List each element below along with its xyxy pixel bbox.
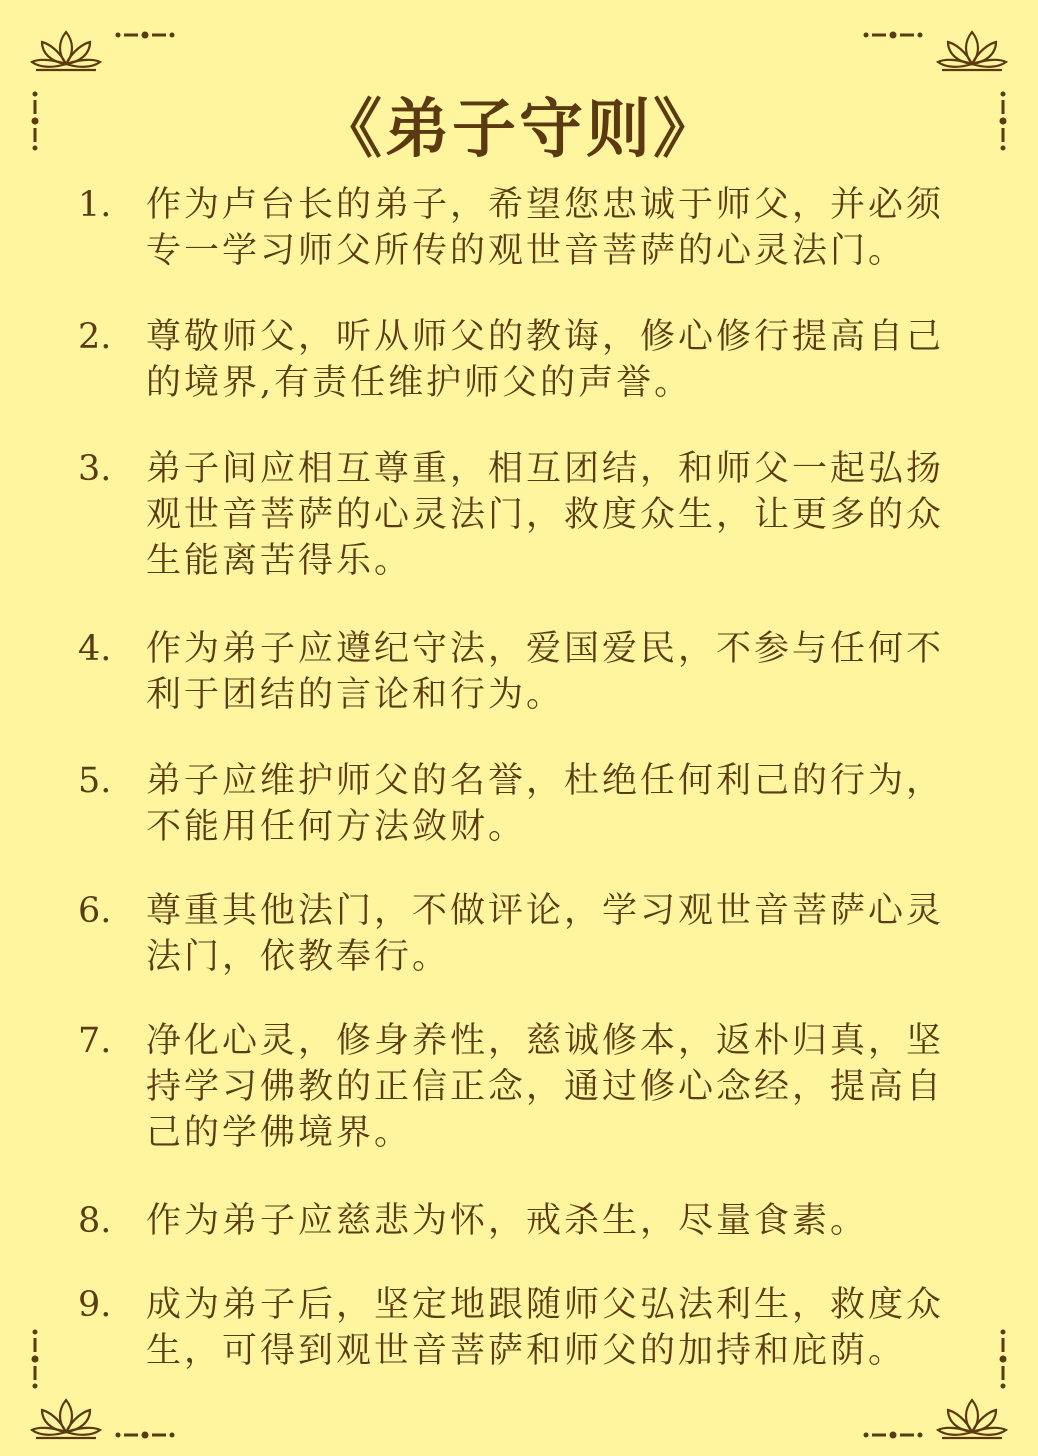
- dotted-ornament-icon: [30, 1328, 40, 1390]
- item-text: 尊敬师父，听从师父的教诲，修心修行提高自己的境界,有责任维护师父的声誉。: [146, 317, 945, 403]
- page-title: 《弟子守则》: [318, 93, 720, 167]
- item-number: 7.: [78, 1021, 112, 1061]
- item-text: 成为弟子后，坚定地跟随师父弘法利生，救度众生，可得到观世音菩萨和师父的加持和庇荫。: [146, 1285, 945, 1371]
- item-text: 作为卢台长的弟子，希望您忠诚于师父，并必须专一学习师父所传的观世音菩萨的心灵法门。: [146, 185, 945, 271]
- dotted-ornament-icon: [114, 1430, 176, 1440]
- dotted-ornament-icon: [998, 1328, 1008, 1390]
- lotus-icon: [30, 28, 102, 74]
- item-text: 作为弟子应慈悲为怀，戒杀生，尽量食素。: [146, 1201, 869, 1241]
- dotted-ornament-icon: [114, 30, 176, 40]
- item-number: 6.: [78, 891, 112, 931]
- lotus-icon: [936, 1396, 1008, 1442]
- item-text: 尊重其他法门，不做评论，学习观世音菩萨心灵法门，依教奉行。: [146, 891, 945, 977]
- lotus-icon: [936, 28, 1008, 74]
- item-text: 弟子间应相互尊重，相互团结，和师父一起弘扬观世音菩萨的心灵法门，救度众生，让更多的众生能离苦得乐。: [146, 449, 945, 581]
- item-number: 9.: [78, 1285, 112, 1325]
- item-text: 作为弟子应遵纪守法，爱国爱民，不参与任何不利于团结的言论和行为。: [146, 629, 945, 715]
- lotus-icon: [30, 1396, 102, 1442]
- item-number: 4.: [78, 629, 112, 669]
- item-number: 2.: [78, 317, 112, 357]
- item-number: 8.: [78, 1201, 112, 1241]
- item-number: 5.: [78, 761, 112, 801]
- dotted-ornament-icon: [862, 1430, 924, 1440]
- item-text: 弟子应维护师父的名誉，杜绝任何利己的行为，不能用任何方法敛财。: [146, 761, 945, 847]
- dotted-ornament-icon: [862, 30, 924, 40]
- item-number: 3.: [78, 449, 112, 489]
- item-number: 1.: [78, 185, 112, 225]
- item-text: 净化心灵，修身养性，慈诚修本，返朴归真，坚持学习佛教的正信正念，通过修心念经，提高自己的学佛境界。: [146, 1021, 945, 1153]
